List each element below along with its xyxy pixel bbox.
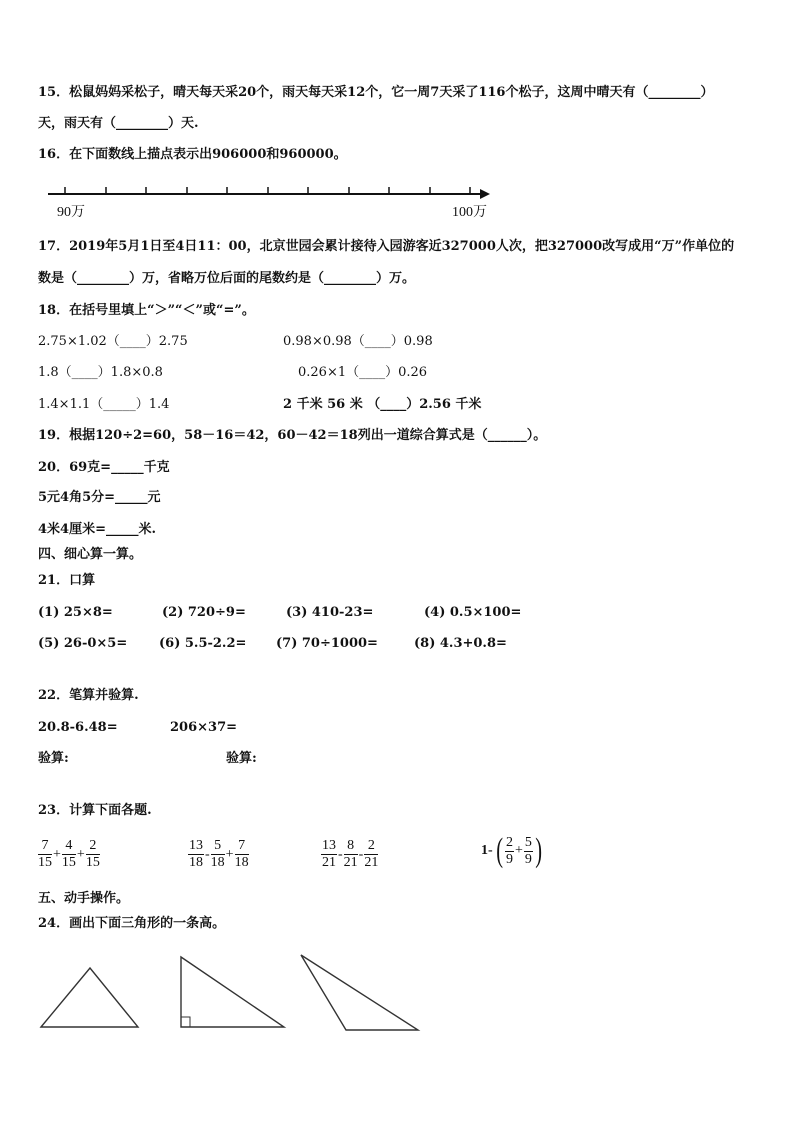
triangles-figure <box>36 950 436 1040</box>
q20-line: 4米4厘米=_____米. <box>38 522 157 537</box>
q18-item: 2.75×1.02（____）2.75 <box>38 334 188 349</box>
q17-line1: 17．2019年5月1日至4日11：00，北京世园会累计接待入园游客近327000人次，把327000改写成用“万”作单位的 <box>38 239 735 254</box>
q21-item: (8) 4.3+0.8= <box>414 636 507 651</box>
q21-item: (2) 720÷9= <box>162 605 246 620</box>
q23-expression-1: $\frac{7}{15}$ + $\frac{4}{15}$ + $\frac{2}{15}$ <box>38 838 100 870</box>
q23-expression-2: $\frac{13}{18}$ - $\frac{5}{18}$ + $\frac{7}{18}$ <box>189 838 249 870</box>
q23-expression-4: 1-( $\frac{2}{9}$ + $\frac{5}{9}$ ) <box>481 832 542 869</box>
q22-title: 22．笔算并验算. <box>38 688 139 703</box>
acute-triangle <box>41 968 138 1027</box>
q15-line1: 15．松鼠妈妈采松子，晴天每天采20个，雨天每天采12个，它一周7天采了116个松子，这周中晴天有（________） <box>38 85 714 100</box>
right-triangle <box>181 957 284 1027</box>
number-line-ticks <box>65 187 470 194</box>
q18-item: 1.4×1.1（_____）1.4 <box>38 397 170 412</box>
q18-item: 0.98×0.98（____）0.98 <box>283 334 433 349</box>
q22-check: 验算: <box>226 751 257 766</box>
q21-item: (7) 70÷1000= <box>276 636 378 651</box>
q23-expression-3: $\frac{13}{21}$ - $\frac{8}{21}$ - $\frac{2}{21}$ <box>322 838 379 870</box>
number-line-label-left: 90万 <box>57 205 85 220</box>
q18-item: 0.26×1（____）0.26 <box>298 365 428 380</box>
right-angle-mark <box>181 1017 190 1027</box>
q22-item: 20.8-6.48= <box>38 720 118 735</box>
q22-item: 206×37= <box>170 720 238 735</box>
section-5-heading: 五、动手操作。 <box>38 891 130 906</box>
obtuse-triangle <box>301 955 418 1030</box>
q19-text: 19．根据120÷2=60，58－16＝42，60－42＝18列出一道综合算式是（______）。 <box>38 428 547 443</box>
q21-item: (6) 5.5-2.2= <box>159 636 247 651</box>
section-4-heading: 四、细心算一算。 <box>38 547 143 562</box>
q18-title: 18．在括号里填上“＞”“＜”或“=”。 <box>38 303 255 318</box>
q18-item: 2 千米 56 米 （____）2.56 千米 <box>283 397 482 412</box>
q22-check: 验算: <box>38 751 69 766</box>
q24-text: 24．画出下面三角形的一条高。 <box>38 916 226 931</box>
q17-line2: 数是（________）万，省略万位后面的尾数约是（________）万。 <box>38 271 416 286</box>
q15-line2: 天，雨天有（________）天. <box>38 116 199 131</box>
q21-title: 21．口算 <box>38 573 96 588</box>
q21-item: (4) 0.5×100= <box>424 605 522 620</box>
number-line <box>40 180 500 222</box>
q20-line: 20．69克=_____千克 <box>38 460 170 475</box>
q20-line: 5元4角5分=_____元 <box>38 490 161 505</box>
number-line-label-right: 100万 <box>452 205 487 220</box>
q18-item: 1.8（____）1.8×0.8 <box>38 365 163 380</box>
q21-item: (1) 25×8= <box>38 605 113 620</box>
q21-item: (5) 26-0×5= <box>38 636 128 651</box>
q21-item: (3) 410-23= <box>286 605 374 620</box>
q16-text: 16．在下面数线上描点表示出906000和960000。 <box>38 147 347 162</box>
q23-title: 23．计算下面各题. <box>38 803 152 818</box>
